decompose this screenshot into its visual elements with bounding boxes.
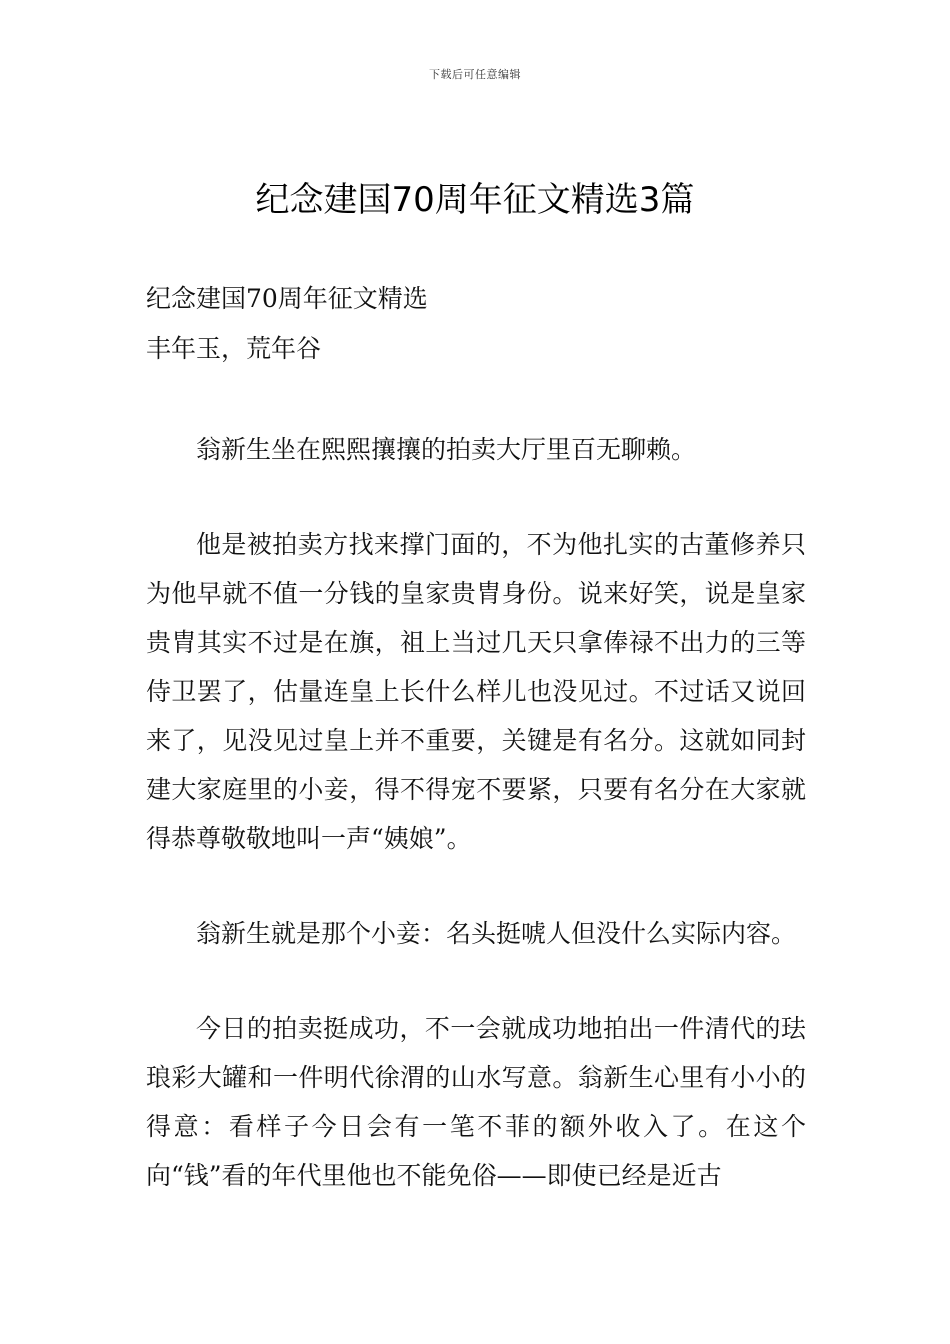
paragraph: 他是被拍卖方找来撑门面的，不为他扎实的古董修养只为他早就不值一分钱的皇家贵胄身份。说来好笑，说是皇家贵胄其实不过是在旗，祖上当过几天只拿俸禄不出力的三等侍卫罢了，估量连皇上长什么样儿也没见过。不过话又说回来了，见没见过皇上并不重要，关键是有名分。这就如同封建大家庭里的小妾，得不得宠不要紧，只要有名分在大家就得恭尊敬敬地叫一声“姨娘”。 — [146, 530, 806, 853]
paragraph: 今日的拍卖挺成功，不一会就成功地拍出一件清代的珐琅彩大罐和一件明代徐渭的山水写意。翁新生心里有小小的得意：看样子今日会有一笔不菲的额外收入了。在这个向“钱”看的年代里他也不能免俗——即使已经是近古 — [146, 1014, 806, 1190]
document-title: 纪念建国70周年征文精选3篇 — [255, 180, 695, 220]
paragraph: 翁新生就是那个小妾：名头挺唬人但没什么实际内容。 — [196, 919, 797, 948]
paragraph: 翁新生坐在熙熙攘攘的拍卖大厅里百无聊赖。 — [196, 435, 697, 464]
article-body — [146, 425, 806, 1246]
byline: 丰年玉，荒年谷 — [146, 334, 322, 363]
header-note: 下载后可任意编辑 — [429, 68, 521, 81]
subtitle: 纪念建国70周年征文精选 — [146, 284, 428, 313]
